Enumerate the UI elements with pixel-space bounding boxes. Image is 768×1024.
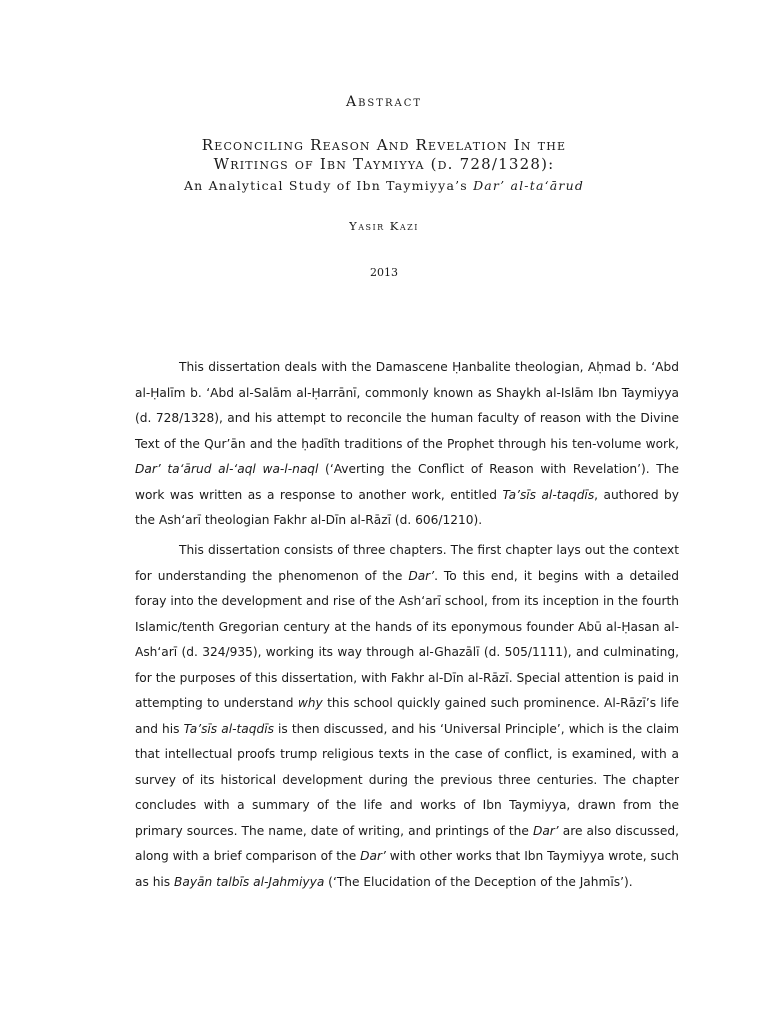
abstract-heading: [0, 94, 768, 110]
publication-year-text: 2013: [370, 266, 398, 279]
paragraph-1-italic-2: Ta’sīs al-taqdīs: [502, 487, 595, 502]
paragraph-2-text-7: (‘The Elucidation of the Deception of the Jahmīs’).: [324, 874, 633, 889]
paragraph-1-text-3: , authored by the Ash‘arī theologian Fakhr al-Dīn al-Rāzī (d. 606/1210).: [135, 487, 679, 527]
title-line-2-text: Writings of Ibn Taymiyya (d. 728/1328):: [213, 155, 555, 173]
abstract-paragraph-1: [135, 355, 679, 534]
author-name-text: Yasir Kazi: [349, 219, 419, 233]
paragraph-1-text-1: This dissertation deals with the Damascene Ḥanbalite theologian, Aḥmad b. ‘Abd al-Ḥalīm b. ‘Abd al-Salām al-Ḥarrānī, commonly known as Shaykh al-Islām Ibn Taymiyya (d. 728/1328), and his attempt to reconcile the human faculty of reason with the Divine Text of the Qur’ān and the ḥadīth traditions of the Prophet through his ten-volume work,: [135, 360, 679, 451]
subtitle-prefix: An Analytical Study of Ibn Taymiyya’s: [183, 178, 474, 193]
paragraph-2-italic-6: Bayān talbīs al-Jahmiyya: [174, 874, 325, 889]
paragraph-1-italic-1: Dar’ ta‘ārud al-‘aql wa-l-naql: [135, 462, 319, 476]
abstract-paragraph-2: [135, 538, 679, 895]
paragraph-2-italic-1: Dar’: [408, 568, 435, 583]
paragraph-2-text-6: with other works that Ibn Taymiyya wrote, such as his: [135, 849, 679, 889]
paragraph-2-italic-3: Ta’sīs al-taqdīs: [183, 721, 274, 736]
dissertation-title-line-2: [0, 155, 768, 173]
dissertation-subtitle: [0, 178, 768, 193]
abstract-heading-text: Abstract: [345, 94, 423, 110]
paragraph-2-text-1: This dissertation consists of three chapters. The first chapter lays out the context for understanding the phenomenon of the: [135, 543, 679, 583]
title-line-1-text: Reconciling Reason And Revelation In the: [201, 136, 567, 154]
paragraph-2-italic-4: Dar’: [532, 823, 559, 838]
paragraph-2-text-4: is then discussed, and his ‘Universal Principle’, which is the claim that intellectual proofs trump religious texts in the case of conflict, is examined, with a survey of its historical development during the previous three centuries. The chapter concludes with a summary of the life and works of Ibn Taymiyya, drawn from the primary sources. The name, date of writing, and printings of the: [135, 721, 680, 838]
paragraph-2-italic-2: why: [297, 696, 323, 710]
subtitle-work-title: Dar’ al-ta‘ārud: [473, 178, 585, 193]
author-name: [0, 219, 768, 233]
paragraph-1-text-2: (‘Averting the Conflict of Reason with Revelation’). The work was written as a response to another work, entitled: [135, 462, 679, 502]
dissertation-title-line-1: [0, 136, 768, 154]
paragraph-2-text-3: this school quickly gained such prominence. Al-Rāzī’s life and his: [135, 696, 679, 736]
paragraph-2-italic-5: Dar’: [360, 849, 386, 863]
publication-year: [0, 266, 768, 279]
paragraph-2-text-5: are also discussed, along with a brief comparison of the: [135, 823, 679, 863]
paragraph-2-text-2: . To this end, it begins with a detailed foray into the development and rise of the Ash‘arī school, from its inception in the fourth Islamic/tenth Gregorian century at the hands of its eponymous founder Abū al-Ḥasan al-Ash‘arī (d. 324/935), working its way through al-Ghazālī (d. 505/1111), and culminating, for the purposes of this dissertation, with Fakhr al-Dīn al-Rāzī. Special attention is paid in attempting to understand: [135, 568, 679, 710]
